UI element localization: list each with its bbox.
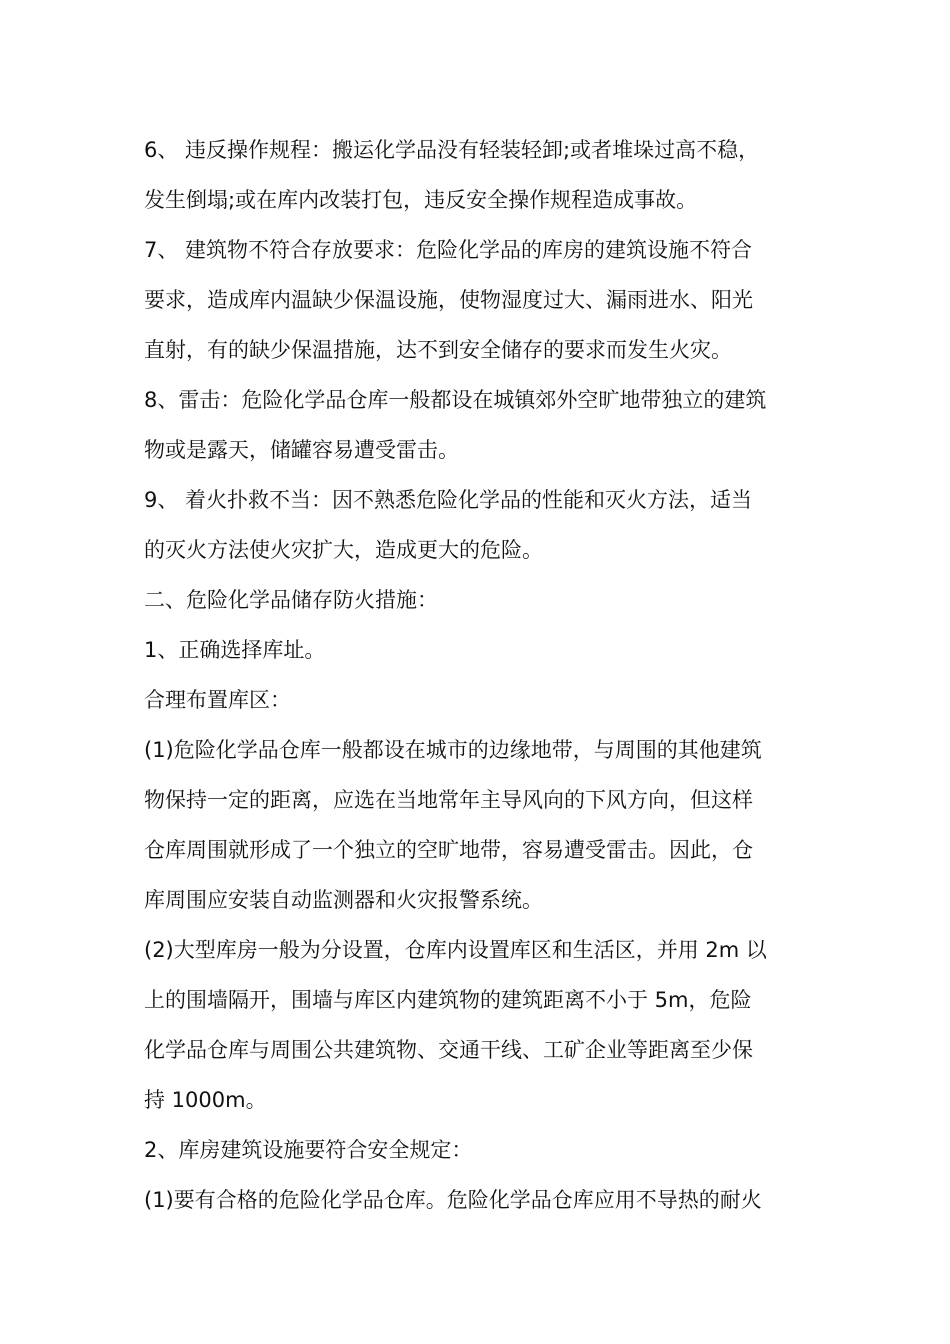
- text-line: 8、雷击：危险化学品仓库一般都设在城镇郊外空旷地带独立的建筑: [144, 388, 767, 412]
- text-line: 发生倒塌;或在库内改装打包，违反安全操作规程造成事故。: [144, 188, 698, 212]
- text-line: 2、库房建筑设施要符合安全规定：: [144, 1138, 473, 1162]
- document-body: [144, 125, 808, 1225]
- text-line: 物保持一定的距离，应选在当地常年主导风向的下风方向，但这样: [144, 788, 753, 812]
- text-line: 化学品仓库与周围公共建筑物、交通干线、工矿企业等距离至少保: [144, 1038, 753, 1062]
- text-line: 9、 着火扑救不当：因不熟悉危险化学品的性能和灭火方法，适当: [144, 488, 753, 512]
- text-line: (2)大型库房一般为分设置，仓库内设置库区和生活区，并用 2m 以: [144, 938, 767, 962]
- text-line: 7、 建筑物不符合存放要求：危险化学品的库房的建筑设施不符合: [144, 238, 753, 262]
- text-line: 直射，有的缺少保温措施，达不到安全储存的要求而发生火灾。: [144, 338, 732, 362]
- text-line: 库周围应安装自动监测器和火灾报警系统。: [144, 888, 543, 912]
- text-line: 要求，造成库内温缺少保温设施，使物湿度过大、漏雨进水、阳光: [144, 288, 753, 312]
- text-line: 的灭火方法使火灾扩大，造成更大的危险。: [144, 538, 543, 562]
- text-line: 持 1000m。: [144, 1088, 267, 1112]
- text-line: 物或是露天，储罐容易遭受雷击。: [144, 438, 459, 462]
- text-line: 6、 违反操作规程：搬运化学品没有轻装轻卸;或者堆垛过高不稳，: [144, 138, 760, 162]
- text-line: 仓库周围就形成了一个独立的空旷地带，容易遭受雷击。因此，仓: [144, 838, 753, 862]
- text-line: (1)要有合格的危险化学品仓库。危险化学品仓库应用不导热的耐火: [144, 1188, 762, 1212]
- text-line: 合理布置库区：: [144, 688, 291, 712]
- text-line: 上的围墙隔开，围墙与库区内建筑物的建筑距离不小于 5m，危险: [144, 988, 752, 1012]
- text-line: (1)危险化学品仓库一般都设在城市的边缘地带，与周围的其他建筑: [144, 738, 762, 762]
- text-line: 1、正确选择库址。: [144, 638, 326, 662]
- section-heading: 二、危险化学品储存防火措施：: [144, 588, 438, 612]
